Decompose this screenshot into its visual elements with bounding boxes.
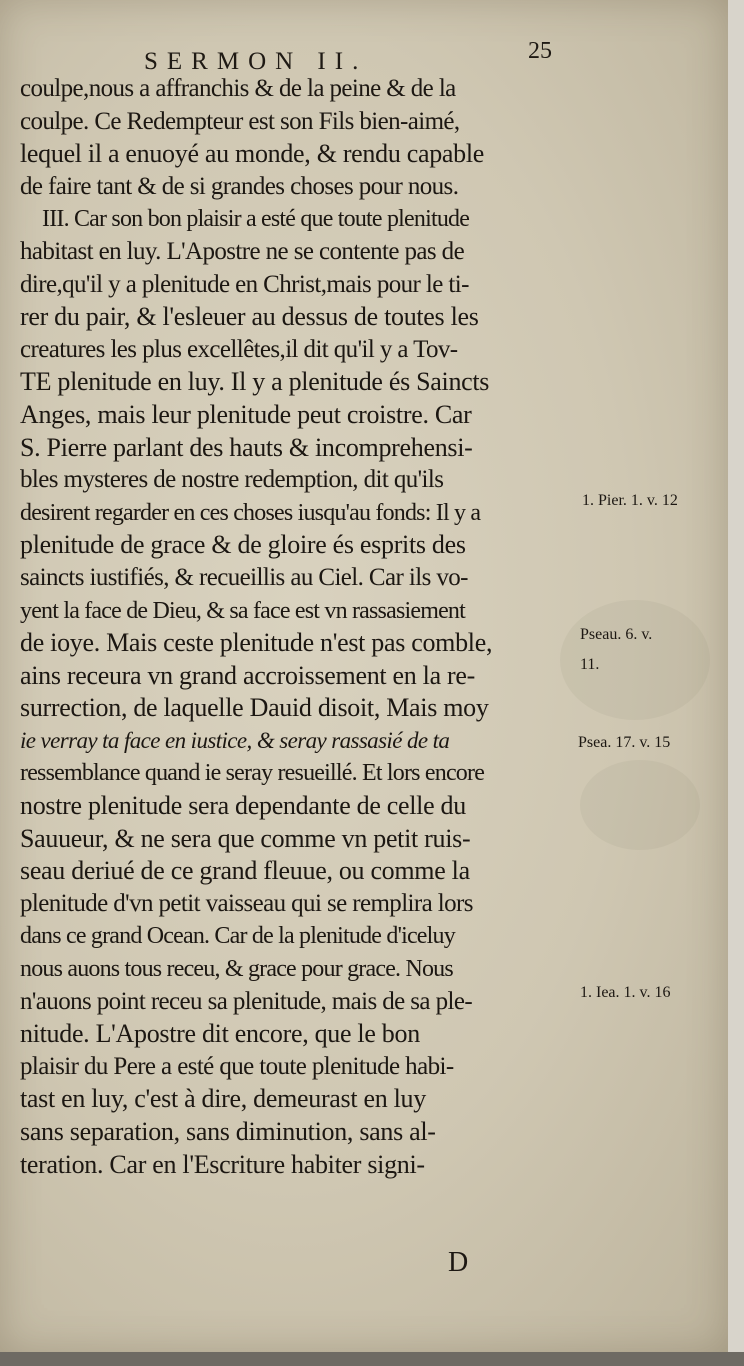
page-number: 25 xyxy=(528,38,552,64)
text-line: sans separation, sans diminution, sans al- xyxy=(20,1117,436,1146)
text-line: de ioye. Mais ceste plenitude n'est pas comble, xyxy=(20,628,493,658)
page-header xyxy=(0,38,728,78)
text-line: ressemblance quand ie seray resueillé. Et lors encore xyxy=(20,760,485,787)
signature-mark: D xyxy=(448,1247,469,1278)
page-stain xyxy=(560,600,710,720)
text-line: rer du pair, & l'esleuer au dessus de toutes les xyxy=(20,302,479,332)
text-line: habitast en luy. L'Apostre ne se contente pas de xyxy=(20,237,465,265)
text-line: Anges, mais leur plenitude peut croistre. Car xyxy=(20,399,472,429)
text-line: ains receura vn grand accroissement en la re- xyxy=(20,660,475,690)
text-line: dire,qu'il y a plenitude en Christ,mais pour le ti- xyxy=(20,270,469,298)
text-line: surrection, de laquelle Dauid disoit, Mais moy xyxy=(20,693,489,723)
text-line: nous auons tous receu, & grace pour grace. Nous xyxy=(20,956,453,983)
text-line: plenitude d'vn petit vaisseau qui se remplira lors xyxy=(20,889,473,917)
margin-note: Pseau. 6. v. xyxy=(580,626,653,643)
text-line: plenitude de grace & de gloire és esprits des xyxy=(20,530,466,560)
text-line: tast en luy, c'est à dire, demeurast en luy xyxy=(20,1084,426,1114)
text-line: III. Car son bon plaisir a esté que toute plenitude xyxy=(42,206,470,233)
background-strip xyxy=(728,0,744,1366)
text-line: nitude. L'Apostre dit encore, que le bon xyxy=(20,1019,420,1049)
running-title: SERMON II. xyxy=(144,48,368,75)
text-line: TE plenitude en luy. Il y a plenitude és Saincts xyxy=(20,367,490,397)
text-line: ie verray ta face en iustice, & seray rassasié de ta xyxy=(20,727,450,753)
background-bottom xyxy=(0,1352,744,1366)
text-line: teration. Car en l'Escriture habiter signi- xyxy=(20,1149,425,1179)
text-line: n'auons point receu sa plenitude, mais de sa ple- xyxy=(20,987,473,1015)
body-text xyxy=(20,73,580,1181)
text-line: coulpe,nous a affranchis & de la peine & de la xyxy=(20,75,456,102)
text-line: coulpe. Ce Redempteur est son Fils bien-aimé, xyxy=(20,107,460,135)
margin-note: Psea. 17. v. 15 xyxy=(578,734,671,751)
margin-note: 1. Pier. 1. v. 12 xyxy=(582,492,678,509)
text-line: nostre plenitude sera dependante de celle du xyxy=(20,791,466,821)
text-line: S. Pierre parlant des hauts & incomprehensi- xyxy=(20,432,473,462)
text-line: seau deriué de ce grand fleuue, ou comme la xyxy=(20,856,470,886)
page-stain xyxy=(580,760,700,850)
margin-note: 11. xyxy=(580,656,600,673)
margin-note: 1. Iea. 1. v. 16 xyxy=(580,984,671,1001)
text-line: yent la face de Dieu, & sa face est vn rassasiement xyxy=(20,597,465,624)
text-line: dans ce grand Ocean. Car de la plenitude d'iceluy xyxy=(20,923,455,950)
text-line: desirent regarder en ces choses iusqu'au fonds: Il y a xyxy=(20,499,481,526)
text-line: plaisir du Pere a esté que toute plenitude habi- xyxy=(20,1052,454,1080)
text-line: lequel il a enuoyé au monde, & rendu capable xyxy=(20,139,485,169)
text-line: creatures les plus excellêtes,il dit qu'il y a Tov- xyxy=(20,335,458,363)
text-line: de faire tant & de si grandes choses pour nous. xyxy=(20,172,459,200)
text-line: Sauueur, & ne sera que comme vn petit ruis- xyxy=(20,823,471,853)
text-line: saincts iustifiés, & recueillis au Ciel. Car ils vo- xyxy=(20,563,468,591)
text-line: bles mysteres de nostre redemption, dit qu'ils xyxy=(20,466,444,494)
